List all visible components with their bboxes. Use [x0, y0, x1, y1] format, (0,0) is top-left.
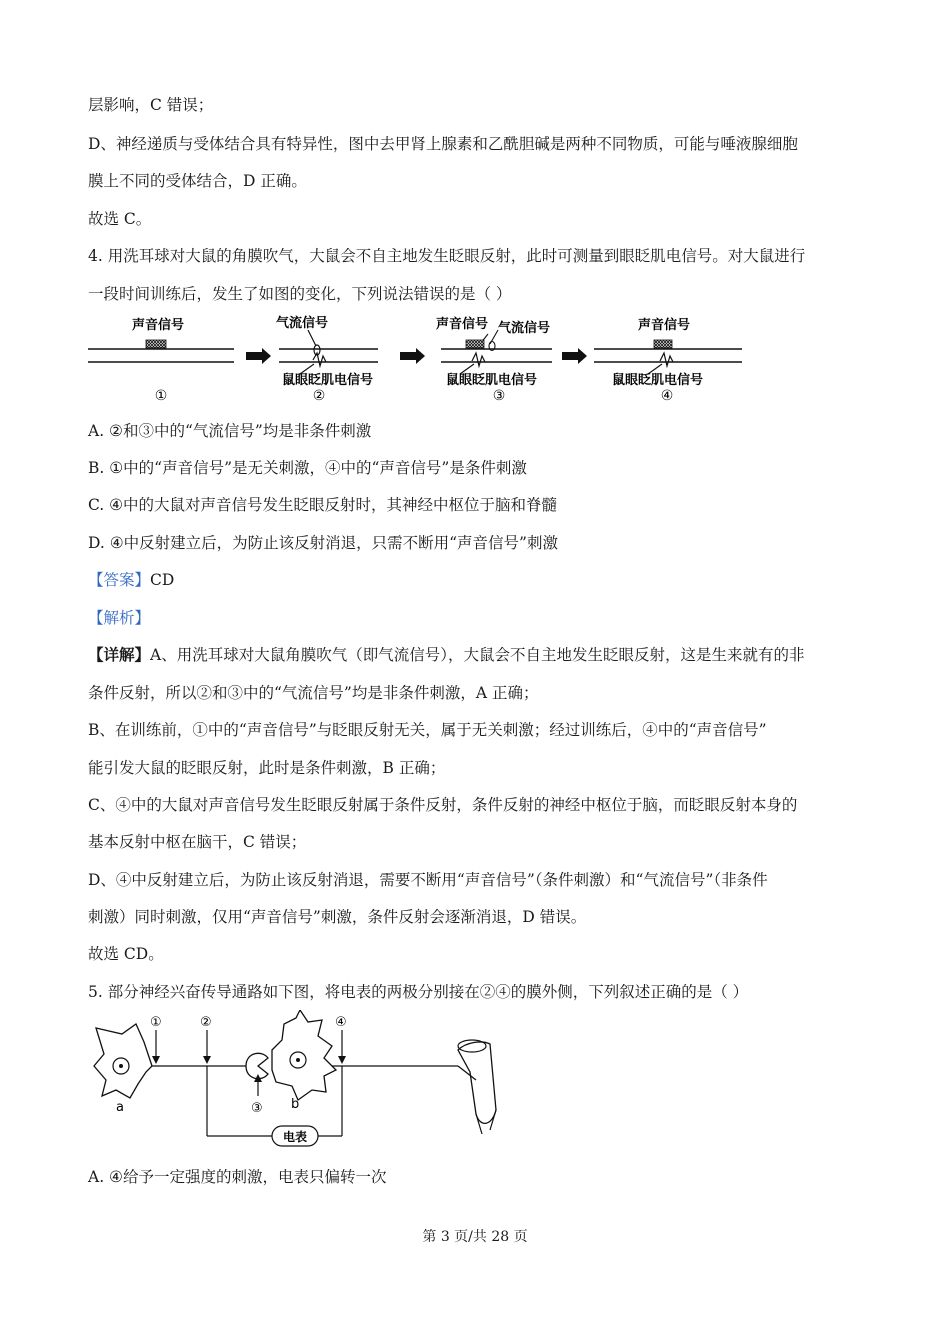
sound-stimulus-mark — [146, 340, 166, 348]
neuron-a-label: a — [116, 1100, 124, 1115]
right-arrow-icon — [400, 348, 425, 364]
sound-signal-label: 声音信号 — [436, 317, 489, 332]
down-arrow-icon — [152, 1056, 160, 1064]
answer-line — [88, 569, 174, 591]
neuron-b-label: b — [291, 1097, 300, 1112]
conditioning-diagram — [86, 312, 746, 404]
detail-line: B、在训练前，①中的“声音信号”与眨眼反射无关，属于无关刺激；经过训练后，④中的“声音信号” — [88, 721, 767, 739]
sound-signal-label: 声音信号 — [638, 318, 691, 333]
emg-label: 鼠眼眨肌电信号 — [282, 373, 374, 388]
question-4-stem: 4. 用洗耳球对大鼠的角膜吹气，大鼠会不自主地发生眨眼反射，此时可测量到眼眨肌电信号。对大鼠进行 — [88, 247, 806, 265]
neuron-a — [94, 1024, 152, 1115]
panel-number: ③ — [492, 388, 506, 404]
detail-tag: 【详解】 — [88, 645, 151, 664]
option-d: D. ④中反射建立后，为防止该反射消退，只需不断用“声音信号”刺激 — [88, 534, 558, 552]
question-5-stem: 5. 部分神经兴奋传导通路如下图，将电表的两极分别接在②④的膜外侧，下列叙述正确的是（ ） — [88, 983, 749, 1001]
detail-line: 故选 CD。 — [88, 945, 164, 963]
sound-stimulus-mark — [466, 340, 484, 348]
air-signal-label: 气流信号 — [498, 321, 551, 336]
panel-2 — [276, 315, 378, 404]
right-arrow-icon — [246, 348, 271, 364]
detail-text: A、用洗耳球对大鼠角膜吹气（即气流信号），大鼠会不自主地发生眨眼反射，这是生来就有的非 — [150, 646, 805, 664]
panel-number: ① — [154, 388, 168, 404]
panel-number: ② — [312, 388, 326, 404]
point-4-label: ④ — [335, 1015, 347, 1030]
effector — [458, 1040, 496, 1134]
panel-4 — [594, 317, 742, 404]
emg-label: 鼠眼眨肌电信号 — [612, 373, 704, 388]
point-1-label: ① — [150, 1015, 162, 1030]
point-2-label: ② — [200, 1015, 212, 1030]
page-number: 第 3 页/共 28 页 — [422, 1229, 528, 1245]
synapse — [246, 1053, 268, 1078]
question-4-stem-cont: 一段时间训练后，发生了如图的变化，下列说法错误的是（ ） — [88, 285, 512, 303]
detail-line: 能引发大鼠的眨眼反射，此时是条件刺激，B 正确； — [88, 759, 446, 777]
emg-spike — [313, 353, 326, 366]
option-b: B. ①中的“声音信号”是无关刺激，④中的“声音信号”是条件刺激 — [88, 459, 527, 477]
detail-line: 刺激）同时刺激，仅用“声音信号”刺激，条件反射会逐渐消退，D 错误。 — [88, 908, 587, 926]
option-c: C. ④中的大鼠对声音信号发生眨眼反射时，其神经中枢位于脑和脊髓 — [88, 496, 558, 514]
neuron-b — [272, 1010, 336, 1112]
detail-line: 条件反射，所以②和③中的“气流信号”均是非条件刺激，A 正确； — [88, 684, 539, 702]
sound-signal-label: 声音信号 — [132, 318, 185, 333]
panel-3 — [436, 316, 552, 404]
detail-line: 基本反射中枢在脑干，C 错误； — [88, 833, 307, 851]
detail-line — [88, 644, 804, 666]
nerve-pathway-diagram — [86, 1010, 506, 1150]
text-line: 故选 C。 — [88, 210, 152, 228]
text-line: 膜上不同的受体结合，D 正确。 — [88, 172, 307, 190]
down-arrow-icon — [203, 1056, 211, 1064]
point-3-label: ③ — [251, 1101, 263, 1116]
text-line: 层影响，C 错误； — [88, 96, 214, 114]
option-a: A. ②和③中的“气流信号”均是非条件刺激 — [88, 422, 372, 440]
answer-tag: 【答案】 — [88, 571, 151, 589]
analysis-tag: 【解析】 — [88, 609, 151, 627]
emg-label: 鼠眼眨肌电信号 — [446, 373, 538, 388]
answer-value: CD — [150, 571, 175, 589]
right-arrow-icon — [562, 348, 587, 364]
detail-line: C、④中的大鼠对声音信号发生眨眼反射属于条件反射，条件反射的神经中枢位于脑，而眨眼反射本身的 — [88, 796, 798, 814]
detail-line: D、④中反射建立后，为防止该反射消退，需要不断用“声音信号”（条件刺激）和“气流信号”（非条件 — [88, 871, 768, 889]
air-signal-label: 气流信号 — [276, 316, 329, 331]
meter-label: 电表 — [282, 1130, 308, 1144]
panel-number: ④ — [660, 388, 674, 404]
option-a: A. ④给予一定强度的刺激，电表只偏转一次 — [88, 1168, 387, 1186]
panel-1 — [88, 317, 234, 404]
sound-stimulus-mark — [654, 340, 672, 348]
text-line: D、神经递质与受体结合具有特异性，图中去甲肾上腺素和乙酰胆碱是两种不同物质，可能与唾液腺细胞 — [88, 135, 798, 153]
down-arrow-icon — [338, 1056, 346, 1064]
